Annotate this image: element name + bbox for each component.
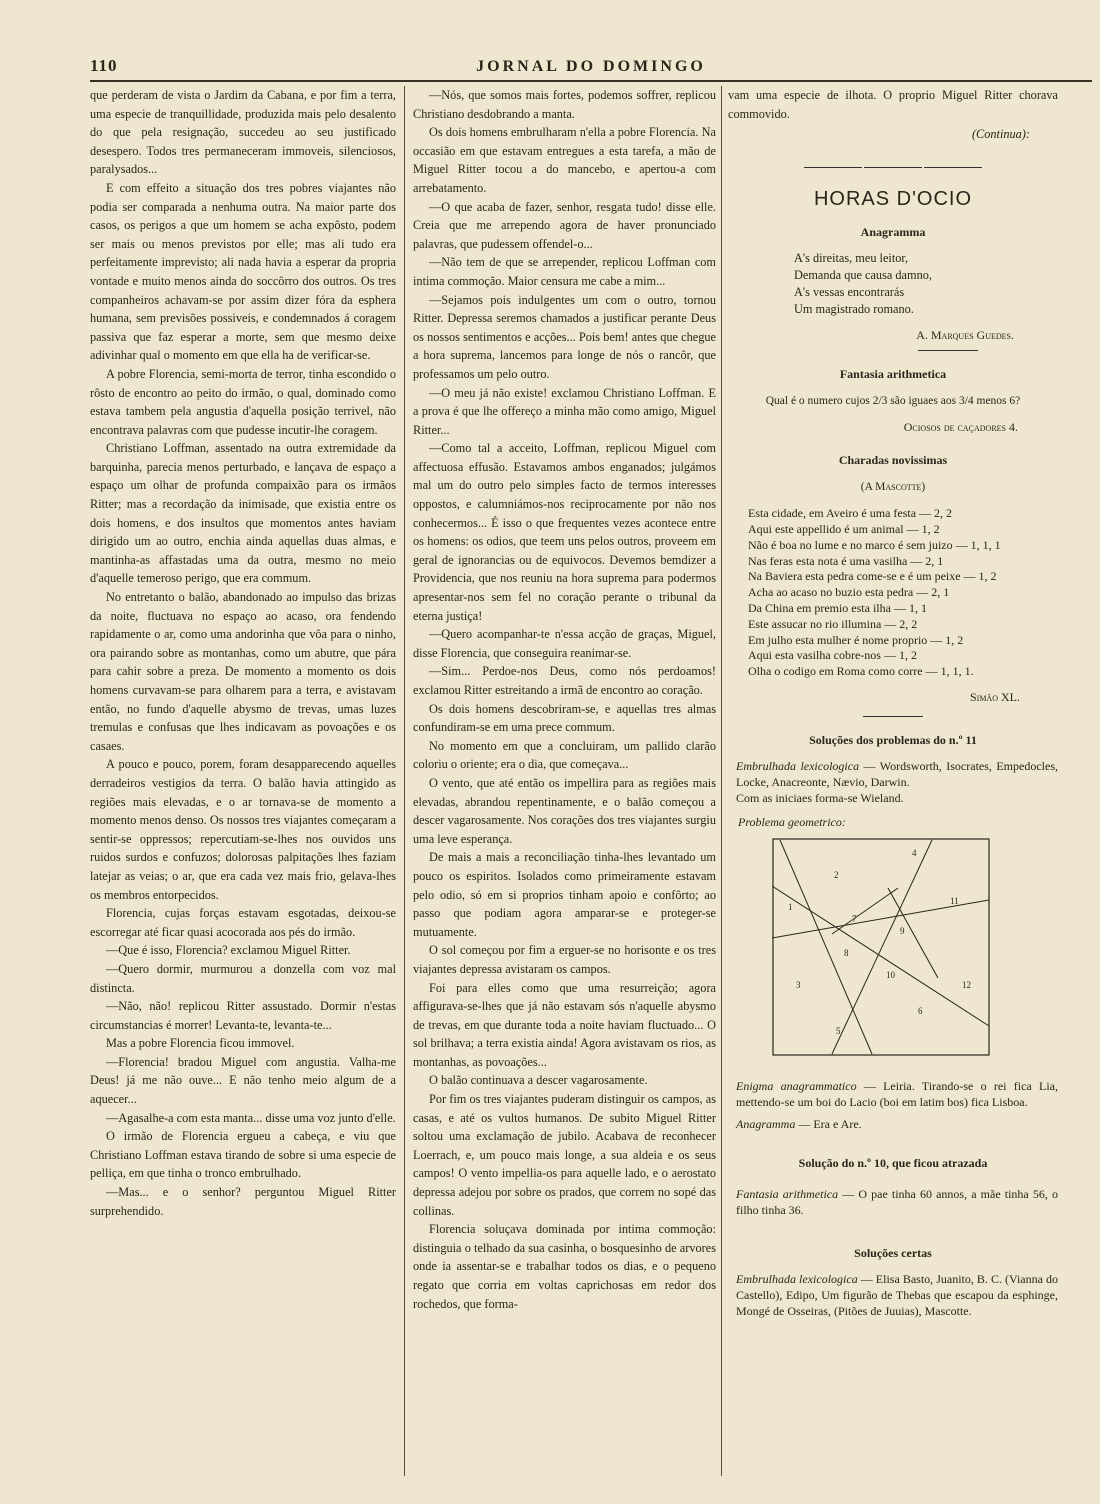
certas-text: — Elisa Basto, Juanito, B. C. (Vianna do Castello), Edipo, Um figurão de Thebas que escapou da esphinge, Mongé de Osseiras, (Pitões de Juuias), Mascotte. <box>736 1271 1058 1318</box>
figure-label: 3 <box>796 980 801 991</box>
paragraph: Mas a pobre Florencia ficou immovel. <box>106 1036 295 1051</box>
figure-label: 6 <box>918 1006 923 1017</box>
fantasia10-text: — O pae tinha 60 annos, a mãe tinha 56, o filho tinha 36. <box>736 1187 1058 1218</box>
figure-label: 7 <box>852 914 857 925</box>
embrulhada-label: Embrulhada lexicologica <box>736 759 860 774</box>
column-2 <box>413 86 716 1313</box>
charadas-subtitle: (A Mascotte) <box>860 480 926 493</box>
paragraph: O sol começou por fim a erguer-se no horisonte e os tres viajantes depressa avistaram os campos. <box>413 943 716 976</box>
charada-line: Não é boa no lume e no marco é sem juizo — 1, 1, 1 <box>748 537 1001 552</box>
anagramma-solution <box>736 1116 1058 1132</box>
paragraph: A pobre Florencia, semi-morta de terror, tinha escondido o rôsto de encontro ao peito do irmão, o qual, dominado como estava tambem pela angustia d'aquella posição terrivel, não encontrava palavras com que pudesse incutir-lhe coragem. <box>90 366 396 437</box>
masthead-title: JORNAL DO DOMINGO <box>476 58 706 75</box>
figure-label: 5 <box>836 1026 841 1037</box>
paragraph: Christiano Loffman, assentado na outra extremidade da barquinha, parecia menos perturbado, e lançava de espaço a espaço um olhar de profunda compaixão para os irmãos Ritter; mas a recordação da inimisade, que existia entre os dois homens, e dos insultos que momentos antes haviam dirigido um ao outro, enchia ainda aquellas duas almas, e mantinha-as affastadas uma da outra, mesmo no meio d'aquelle temeroso perigo, que era commum. <box>90 441 396 586</box>
charada-line: Na Baviera esta pedra come-se e é um peixe — 1, 2 <box>748 569 997 584</box>
certas-title: Soluções certas <box>854 1246 932 1261</box>
paragraph: que perderam de vista o Jardim da Cabana, e por fim a terra, uma especie de tranquillidade, produzida mais pelo desalento do que pela resignação, succedeu ao seu justificado desespero. Todos tres permaneceram immoveis, silenciosos, paralysados... <box>90 88 396 177</box>
charada-line: Em julho esta mulher é nome proprio — 1, 2 <box>748 632 964 647</box>
column-3 <box>728 86 1058 1319</box>
solucao10-title: Solução do n.º 10, que ficou atrazada <box>798 1155 988 1170</box>
paragraph: vam uma especie de ilhota. O proprio Miguel Ritter chorava commovido. <box>728 88 1058 121</box>
paragraph: Os dois homens embrulharam n'ella a pobre Florencia. Na occasião em que estavam entregues a esta tarefa, a mão de Miguel Ritter tocou a do mancebo, e apertou-a com arrebatamento. <box>413 125 716 195</box>
certas-label: Embrulhada lexicologica <box>736 1271 858 1286</box>
problema-label: Problema geometrico: <box>738 815 846 830</box>
enigma-solution <box>736 1078 1058 1110</box>
continua-note: (Continua): <box>971 127 1030 142</box>
anagram-title: Anagramma <box>860 224 926 239</box>
fantasia-signature: Ociosos de caçadores 4. <box>903 420 1018 435</box>
paragraph: —Sim... Perdoe-nos Deus, como nós perdoamos! exclamou Ritter estreitando a irmã de encontro ao coração. <box>413 664 716 697</box>
charada-line: Olha o codigo em Roma como corre — 1, 1, 1. <box>748 664 974 679</box>
paragraph: Os dois homens descobriram-se, e aquellas tres almas confundiram-se em uma prece commum. <box>413 701 716 735</box>
charada-line: Nas feras esta nota é uma vasilha — 2, 1 <box>748 553 944 568</box>
figure-label: 9 <box>900 926 905 937</box>
figure-label: 1 <box>788 902 793 913</box>
charada-line: Este assucar no rio illumina — 2, 2 <box>748 616 918 631</box>
charadas-list <box>748 506 1058 680</box>
paragraph: Por fim os tres viajantes puderam distinguir os campos, as casas, e até os vultos humanos. De subito Miguel Ritter soltou uma exclamação de jubilo. Acabava de reconhecer Loerrach, e, um pouco mais longe, a sua aldeia e os seus campos! O vento impellia-os para aquelle lado, e o aerostato depressa adejou por sobre os prados, que correm no sopé das collinas. <box>413 1092 716 1218</box>
charada-line: Acha ao acaso no buzio esta pedra — 2, 1 <box>748 585 950 600</box>
paragraph: —O que acaba de fazer, senhor, resgata tudo! disse elle. Creia que me arrependo agora de haver pronunciado palavras, que pudessem offendel-o... <box>413 199 716 251</box>
embrulhada-solution <box>736 758 1058 790</box>
paragraph: Foi para elles como que uma resurreição; agora affigurava-se-lhes que já não estavam sós n'aquelle abysmo de trevas, em que durante toda a noite haviam fluctuado... O sol brilhava; a terra existia ainda! Agora avistavam os rios, as montanhas, as povoações... <box>413 980 716 1069</box>
column-1 <box>90 86 396 1220</box>
paragraph: —Nós, que somos mais fortes, podemos soffrer, replicou Christiano desdobrando a manta. <box>413 88 716 121</box>
paragraph: —Que é isso, Florencia? exclamou Miguel Ritter. <box>106 943 351 958</box>
paragraph: —Quero dormir, murmurou a donzella com voz mal distincta. <box>90 961 396 995</box>
column-divider <box>404 86 405 1476</box>
short-rule <box>863 716 923 717</box>
section-divider <box>728 158 1058 177</box>
paragraph: —Não, não! replicou Ritter assustado. Dormir n'estas circumstancias é morrer! Levanta-te, levanta-te... <box>90 999 396 1032</box>
fantasia10-solution <box>736 1186 1058 1218</box>
paragraph: —Florencia! bradou Miguel com angustia. Valha-me Deus! já me não ouve... E não tenho meio algum de a aquecer... <box>90 1054 396 1107</box>
paragraph: —Sejamos pois indulgentes um com o outro, tornou Ritter. Depressa seremos chamados a justificar perante Deus os nossos sentimentos e acções... Pois bem! antes que chegue a hora suprema, lancemos para longe de nós o rancôr, que professamos um pelo outro. <box>413 292 716 381</box>
enigma-text: — Leiria. Tirando-se o rei fica Lia, mettendo-se um boi do Lacio (boi em latim bos) fica Lisboa. <box>736 1078 1058 1109</box>
anagram-signature: A. Marques Guedes. <box>916 327 1014 342</box>
paragraph: —Quero acompanhar-te n'essa acção de graças, Miguel, disse Florencia, que conseguira reanimar-se. <box>413 627 716 660</box>
paragraph: O balão continuava a descer vagarosamente. <box>429 1073 648 1088</box>
paragraph: —Não tem de que se arrepender, replicou Loffman com intima commoção. Maior censura me cabe a mim... <box>413 255 716 288</box>
figure-label: 10 <box>886 970 895 981</box>
paragraph: —Como tal a acceito, Loffman, replicou Miguel com affectuosa effusão. Estavamos ambos enganados; julgámos mal um do outro pelo simples facto de termos interesses oppostos, e calumniámos-nos reciprocamente por não nos conhecermos... É isso o que frequentes vezes acontece entre os homens: os odios, que teem uns pelos outros, proveem em geral de ignorancias ou de equivocos. Devemos bemdizer a Providencia, que nos reuniu na hora suprema para podermos apresentar-nos sem fel no coração perante o tribunal da eterna justiça! <box>413 441 716 623</box>
figure-label: 4 <box>912 848 917 859</box>
paragraph: O vento, que até então os impellira para as regiões mais elevadas, abrandou repentinamente, e o balão começou a descer vagarosamente. Nos corações dos tres viajantes surgiu uma leve esperança. <box>413 775 716 846</box>
embrulhada-text: — Wordsworth, Isocrates, Empedocles, Locke, Anacreonte, Nævio, Darwin. <box>736 759 1058 790</box>
header-rule <box>90 80 1092 82</box>
certas-solution <box>736 1271 1058 1319</box>
paragraph: A pouco e pouco, porem, foram desapparecendo aquelles derradeiros vestigios da terra. O balão havia attingido as regiões mais elevadas, e o ar tornava-se de momento a momento menos denso. Os nossos tres viajantes começaram a sentir-se oppressos; repercutiam-se-lhes nos ouvidos uns ruidos surdos e confuzos; dolorosas palpitações lhes faziam latejar as veias; o ar, que era cada vez mais frio, gelava-lhes os membros entorpecidos. <box>90 757 396 902</box>
verse-line: A's direitas, meu leitor, <box>794 250 909 265</box>
column-divider <box>721 86 722 1476</box>
figure-label: 2 <box>834 870 839 881</box>
anagramma-label: Anagramma <box>736 1116 796 1131</box>
figure-label: 11 <box>950 896 959 907</box>
figure-label: 8 <box>844 948 849 959</box>
verse-line: Um magistrado romano. <box>794 301 914 316</box>
paragraph: Florencia, cujas forças estavam esgotadas, deixou-se escorregar até ficar quasi acocorada aos pés do irmão. <box>90 906 396 939</box>
paragraph: —Mas... e o senhor? perguntou Miguel Ritter surprehendido. <box>90 1185 396 1218</box>
figure-label: 12 <box>962 980 971 991</box>
short-rule <box>918 350 978 351</box>
verse-line: A's vessas encontrarás <box>794 284 905 299</box>
fantasia10-label: Fantasia arithmetica <box>736 1187 839 1202</box>
fantasia-question: Qual é o numero cujos 2/3 são iguaes aos 3/4 menos 6? <box>765 394 1021 407</box>
charadas-title: Charadas novissimas <box>838 452 948 467</box>
paragraph: De mais a mais a reconciliação tinha-lhes levantado um pouco os espiritos. Isolados como primeiramente estavam pelo odio, só em si proprios tinham apoio e confôrto; ao passo que podiam agora amparar-se e proteger-se mutuamente. <box>413 850 716 939</box>
anagram-verse <box>794 250 1058 318</box>
charada-line: Da China em premio esta ilha — 1, 1 <box>748 600 927 615</box>
paragraph: E com effeito a situação dos tres pobres viajantes não podia ser comparada a nenhuma outra. Na maior parte dos casos, os perigos a que um homem se acha expôsto, podem ser mais ou menos previstos por elle; mas ali tudo era perfeitamente imprevisto; ali nada havia a esperar da propria vontade e muito menos ainda do soccôrro dos outros. Os tres companheiros achavam-se por assim dizer fóra da esphera humana, sem previsões possiveis, e condemnados á coragem passiva que faz esperar a morte, sem que mesmo deixe adivinhar qual o momento em que ella ha de verificar-se. <box>90 180 396 363</box>
paragraph: No entretanto o balão, abandonado ao impulso das brizas da noite, fluctuava no espaço ao acaso, ora fendendo rapidamente o ar, como uma andorinha que vôa para o ninho, ora pairando sobre as montanhas, como um abutre, que pára para cahir sobre a preza. De momento a momento os dois homens curvavam-se para olharem para a terra, e avistavam então, no fundo d'aquelle abysmo de trevas, umas luzes tremulas e confusas que lhes indicavam as povoações e os casaes. <box>90 590 396 753</box>
iniciais-text: Com as iniciaes forma-se Wieland. <box>736 791 904 806</box>
geometric-problem-figure <box>772 838 990 1056</box>
charada-line: Esta cidade, em Aveiro é uma festa — 2, 2 <box>748 506 953 521</box>
page-header <box>90 56 1092 82</box>
charada-line: Aqui esta vasilha cobre-nos — 1, 2 <box>748 648 917 663</box>
solucoes-title: Soluções dos problemas do n.º 11 <box>809 733 977 748</box>
verse-line: Demanda que causa damno, <box>794 267 932 282</box>
enigma-label: Enigma anagrammatico <box>736 1078 857 1093</box>
anagramma-text: — Era e Are. <box>795 1116 862 1131</box>
page-number: 110 <box>90 56 118 75</box>
charadas-signature: Simão XL. <box>969 689 1020 704</box>
paragraph: Florencia soluçava dominada por intima commoção: distinguia o telhado da sua casinha, o bosquesinho de arvores onde ia assentar-se e trabalhar todos os dias, e o pequeno regato que corria em voltas caprichosas em redor dos rochedos, que forma- <box>413 1222 716 1311</box>
paragraph: No momento em que a concluiram, um pallido clarão coloriu o oriente; era o dia, que começava... <box>413 738 716 772</box>
fantasia-title: Fantasia arithmetica <box>839 367 947 382</box>
paragraph: —Agasalhe-a com esta manta... disse uma voz junto d'elle. <box>106 1110 396 1125</box>
charada-line: Aqui este appellido é um animal — 1, 2 <box>748 521 940 536</box>
section-title: HORAS D'OCIO <box>813 188 973 211</box>
paragraph: —O meu já não existe! exclamou Christiano Loffman. E a prova é que lhe offereço a minha mão como amigo, Miguel Ritter... <box>413 385 716 437</box>
paragraph: O irmão de Florencia ergueu a cabeça, e viu que Christiano Loffman estava tirando de sobre si uma especie de pelliça, em que tinha o tronco embrulhado. <box>90 1129 396 1181</box>
